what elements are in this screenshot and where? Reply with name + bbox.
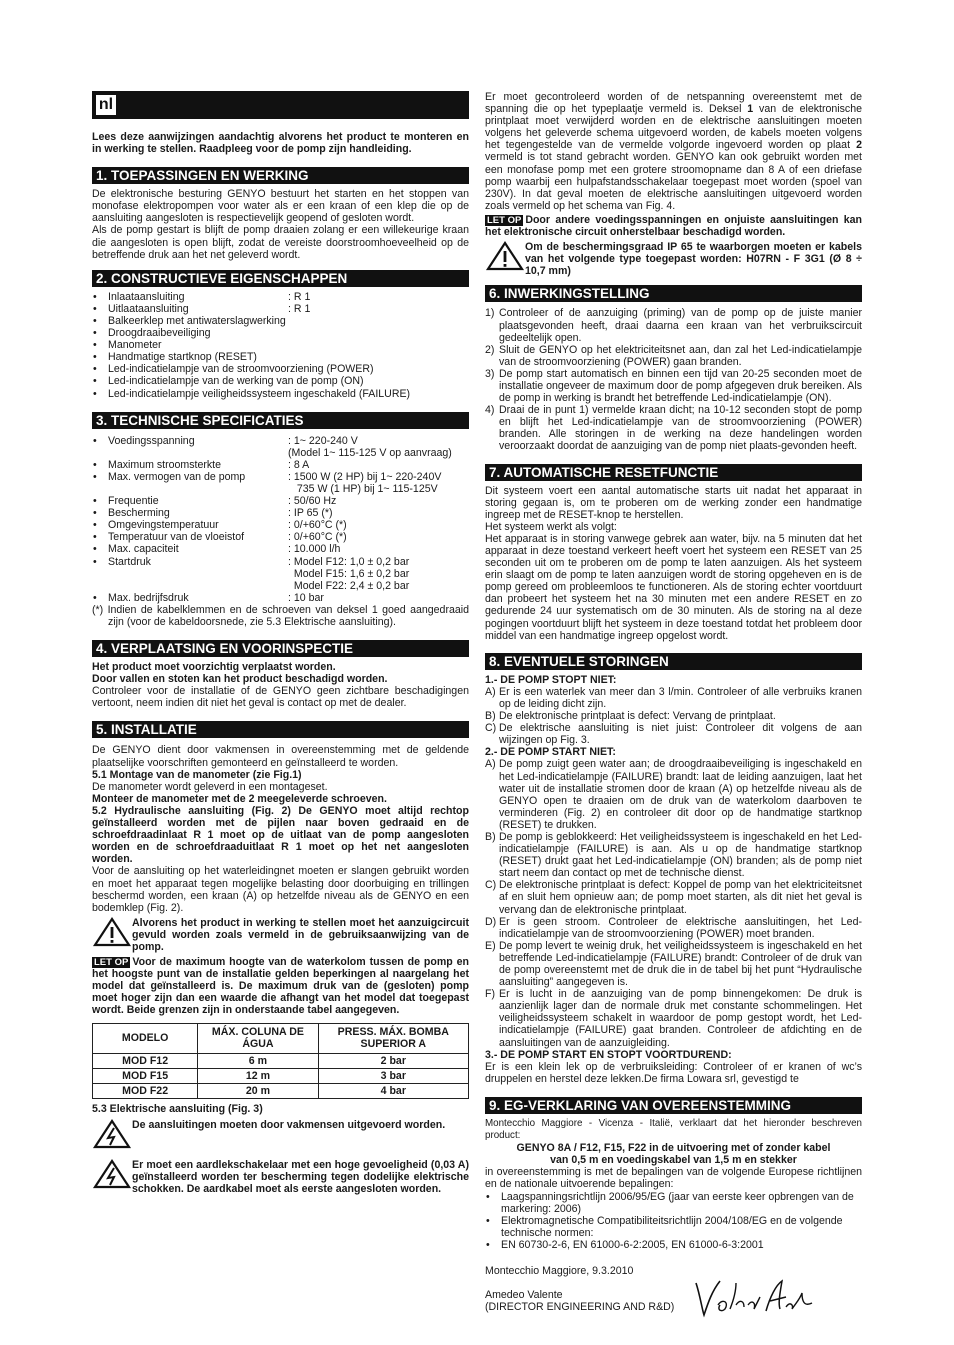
list-item: A) De pomp zuigt geen water aan; de droogdraaibeveiliging is ingeschakeld en het Led-indicatielampje (FAILURE) brandt: laat de leiding aanzuigen, laat het water uit de installatie stromen door de kraan (A) op hetzelfde niveau als de GENYO open te draaien om de druk van de waterkolom daarboven te verminderen (Fig. 2) en controleer dit door op de handmatige startknop (RESET) te drukken. — [485, 758, 862, 831]
list-item: F) Er is lucht in de aanzuiging van de pomp binnengekomen: De druk is aanzienlijk lager dan de normale druk met constante schommelingen. Het veiligheidssysteem schakelt in waardoor de pomp gestopt wordt, het Led-indicatielampje (FAILURE) gaat branden. Controleer de afdichting en de aansluitingen van de aanzuigleiding. — [485, 988, 862, 1049]
list-item: B) De pomp is geblokkeerd: Het veiligheidssysteem is ingeschakeld en het Led-indicatielampje (FAILURE) is aan. Als u op de handmatige startknop (RESET) drukt gaat het Led-indicatielampje (ON) branden; als de pomp niet start neem dan contact op met de technische dienst. — [485, 830, 862, 880]
directive-list — [485, 1191, 862, 1251]
section-7-paragraph-1: Dit systeem voert een aantal automatische starts uit nadat het apparaat in storing gegaan is, om te proberen om de werking zonder een handmatige ingreep met de RESET-knop te herstellen. — [485, 484, 862, 521]
spec-row: • Omgevingstemperatuur : 0/+60°C (*) — [92, 519, 469, 531]
section-7-paragraph-3: Het apparaat is in storing vanwege gebrek aan water, bijv. na 5 minuten dat het apparaat in deze toestand verkeert heeft voert het systeem een RESET van 25 seconden uit om te proberen om de pomp te laten aanzuigen. Als het systeem erin slaagt om de pomp te laten aanzuigen wordt de storing opgeheven en is de pomp gereed om probleemloos te functioneren. Als de storing echter voortduurt dan probeert het systeem het na 30 minuten met een andere RESET en zo gedurende 24 uur systematisch om de 30 minuten. Als de storing na al deze pogingen voortduurt blijft het systeem in deze toestand totdat het probleem door middel van een handmatige ingreep opgelost wordt. — [485, 532, 862, 642]
table-row: MOD F12 6 m 2 bar — [93, 1053, 469, 1068]
warning-block-ip65 — [485, 241, 862, 277]
spec-row: • Frequentie : 50/60 Hz — [92, 495, 469, 507]
intro-text: Lees deze aanwijzingen aandachtig alvorens het product te monteren en in werking te stellen. Raadpleeg voor de pomp zijn handleiding. — [92, 131, 469, 156]
section-4-bold-2: Door vallen en stoten kan het product beschadigd worden. — [92, 673, 388, 686]
list-item: • Led-indicatielampje veiligheidssysteem ingeschakeld (FAILURE) — [92, 388, 469, 400]
list-item: • Inlaataansluiting : R 1 — [92, 291, 469, 303]
electrical-connection-paragraph: Er moet gecontroleerd worden of de netspanning overeenstemt met de spanning die op het typeplaatje vermeld is. Deksel 1 van de elektronische printplaat moet verwijderd worden en de elektrische aansluitingen moeten volgens het geleverde schema uitgevoerd worden, de kabels moeten volgens het tegengestelde van de vermelde volgorde ingevoerd worden op plaat 2 vermeld is tot stand gebracht worden. GENYO kan ook gebruikt worden met een monofase pomp met een grotere stroomopname dan 8 A of een driefase pomp waarbij een hulpafstandsschakelaar toegepast moet worden (spoel van 230V). In dat geval moeten de elektrische aansluitingen uitgevoerd worden zoals vermeld op het schema van Fig. 4. — [485, 91, 862, 212]
electric-hazard-icon — [92, 1159, 132, 1189]
warning-triangle-icon — [485, 241, 525, 271]
table-row: MOD F22 20 m 4 bar — [93, 1083, 469, 1098]
spec-row: • Max. bedrijfsdruk : 10 bar — [92, 592, 469, 604]
electric-hazard-icon — [92, 1119, 132, 1149]
list-item: • Elektromagnetische Compatibiliteitsrichtlijn 2004/108/EG en de volgende technische normen: — [485, 1215, 862, 1239]
fault-group-3-text: Er is een klein lek op de verbruiksleiding: Controleer of er kranen of wc’s druppelen en herstel deze lekken.De firma Lowara srl, gevestigd te — [485, 1060, 862, 1085]
electric-warning-text: De aansluitingen moeten door vakmensen uitgevoerd worden. — [132, 1118, 446, 1131]
spec-row: • Max. capaciteit : 10.000 l/h — [92, 543, 469, 555]
section-5-2-text: 5.2 Hydraulische aansluiting (Fig. 2) De GENYO moet altijd rechtop geïnstalleerd worden met de pijlen naar boven gedraaid en de schroefdraadinlaat R 1 moet op de uitlaat van de pomp aangesloten worden en de schroefdraaduitlaat R 1 moet op het net aangesloten worden. — [92, 804, 469, 866]
table-header: MÁX. COLUNA DE ÁGUA — [198, 1023, 318, 1053]
table-row: MOD F15 12 m 3 bar — [93, 1068, 469, 1083]
section-7-paragraph-2: Het systeem werkt als volgt: — [485, 520, 617, 533]
place-date: Montecchio Maggiore, 9.3.2010 — [485, 1264, 634, 1277]
declaration-text: in overeenstemming is met de bepalingen van de volgende Europese richtlijnen en de nationale uitvoerende bepalingen: — [485, 1166, 862, 1191]
section-1-heading: 1. TOEPASSINGEN EN WERKING — [92, 167, 469, 184]
list-item: • Droogdraaibeveiliging — [92, 327, 469, 339]
list-item: • EN 60730-2-6, EN 61000-6-2:2005, EN 61000-6-3:2001 — [485, 1239, 862, 1251]
letop-badge: LET OP — [94, 957, 129, 969]
list-item: D) Er is geen stroom. Controleer de elektrische aansluitingen, het Led-indicatielampje van de stroomvoorziening (POWER) moet branden. — [485, 915, 862, 940]
signature-block — [485, 1265, 862, 1345]
section-5-2-paragraph: Voor de aansluiting op het waterleidingnet moeten er slangen gebruikt worden en moet het apparaat tegen mogelijke belasting door doorbuiging en trillingen beschermd worden, een kraan (A) op hetzelfde niveau als de GENYO en een bodemklep (Fig. 2). — [92, 865, 469, 914]
list-item: E) De pomp levert te weinig druk, het veiligheidssysteem is ingeschakeld en het betreffende Led-indicatielampje (FAILURE) brandt: Controleer of de druk van de pomp overeenstemt met de druk die in de tabel bij het punt “Hydraulische aansluiting” aangegeven is. — [485, 939, 862, 989]
letop-badge: LET OP — [487, 214, 522, 226]
warning-text: Om de beschermingsgraad IP 65 te waarborgen moeten er kabels van het volgende type toegepast worden: H07RN - F 3G1 (Ø 8 ÷ 10,7 mm) — [525, 241, 862, 278]
language-bar — [92, 91, 469, 119]
section-3-spec-list — [92, 435, 469, 604]
letop-note-1: LET OP Voor de maximum hoogte van de waterkolom tussen de pomp en het hoogste punt van de installatie gelden beperkingen al naargelang het model dat geïnstalleerd is. De maximum druk van de (gesloten) pomp moet hoger zijn dan een waarde die afhangt van het model dat toegepast wordt. Beide grenzen zijn in onderstaande tabel aangegeven. — [92, 956, 469, 1017]
fault-list-1 — [485, 686, 862, 746]
spec-row: • Bescherming : IP 65 (*) — [92, 507, 469, 519]
list-item: C) De elektrische aansluiting is niet juist: Controleer dit volgens de aan wijzingen op Fig. 3. — [485, 722, 862, 747]
section-2-heading: 2. CONSTRUCTIEVE EIGENSCHAPPEN — [92, 270, 469, 287]
list-item: • Handmatige startknop (RESET) — [92, 351, 469, 363]
section-3-heading: 3. TECHNISCHE SPECIFICATIES — [92, 412, 469, 429]
list-item: 3) De pomp start automatisch en binnen een tijd van 20-25 seconden moet de installatie ongeveer de maximum door de pomp afgegeven druk bereiken. Als de pomp in werking is brandt het betreffende Led-indicatielampje (ON). — [485, 367, 862, 405]
section-5-heading: 5. INSTALLATIE — [92, 721, 469, 738]
list-item: • Laagspanningsrichtlijn 2006/95/EG (jaar van eerste keer opbrengen van de markering: 2006) — [485, 1191, 862, 1215]
fault-list-2 — [485, 758, 862, 1048]
section-1-paragraph-1: De elektronische besturing GENYO bestuurt het starten en het stoppen van monofase elektropompen voor water als er een kraan of een klep die op de aansluiting aangesloten is respectievelijk geopend of gesloten wordt. — [92, 188, 469, 225]
signer-name: Amedeo Valente — [485, 1289, 563, 1302]
warning-text: Alvorens het product in werking te stellen moet het aanzuigcircuit gevuld worden zoals vermeld in de gebruiksaanwijzing van de pomp. — [132, 916, 469, 953]
list-item: • Manometer — [92, 339, 469, 351]
warning-block-aanzuig — [92, 917, 469, 953]
table-header: MODELO — [93, 1023, 198, 1053]
spec-row: • Temperatuur van de vloeistof : 0/+60°C (*) — [92, 531, 469, 543]
electric-warning-text: Er moet een aardlekschakelaar met een hoge gevoeligheid (0,03 A) geïnstalleerd worden ter bescherming tegen dodelijke elektrische schokken. De aardkabel moet als eerste aangesloten worden. — [132, 1158, 469, 1195]
section-5-paragraph: De GENYO dient door vakmensen in overeenstemming met de geldende plaatselijke voorschriften gemonteerd en geïnstalleerd te worden. — [92, 744, 469, 769]
section-4-bold-1: Het product moet voorzichtig verplaatst worden. — [92, 661, 336, 674]
list-item: 4) Draai de in punt 1) vermelde kraan dicht; na 10-12 seconden stopt de pomp en blijft het Led-indicatielampje van de stroomvoorziening (POWER) branden. Alle storingen in de werking na deze handelingen worden veroorzaakt doordat de aanzuiging van de pomp niet plaats-gevonden heeft. — [485, 404, 862, 453]
electric-warning-1 — [92, 1119, 469, 1149]
section-5-1-bold: Monteer de manometer met de 2 meegeleverde schroeven. — [92, 792, 387, 805]
list-item: 1) Controleer of de aanzuiging (priming) van de pomp op de juiste manier plaatsgevonden heeft, draai daarna een kraan van het verbruikscircuit gedeeltelijk open. — [485, 307, 862, 344]
section-6-list — [485, 307, 862, 452]
list-item: 2) Sluit de GENYO op het elektriciteitsnet aan, dan zal het Led-indicatielampje van de stroomvoorziening (POWER) gaan branden. — [485, 343, 862, 368]
section-7-heading: 7. AUTOMATISCHE RESETFUNCTIE — [485, 464, 862, 481]
electric-warning-2 — [92, 1159, 469, 1195]
section-4-paragraph: Controleer voor de installatie of de GENYO geen zichtbare beschadigingen vertoont, neem indien dit niet het geval is contact op met de dealer. — [92, 685, 469, 710]
section-2-list — [92, 291, 469, 400]
handwritten-signature-icon — [690, 1275, 820, 1319]
signer-role: (DIRECTOR ENGINEERING AND R&D) — [485, 1301, 675, 1314]
spec-row: • Max. vermogen van de pomp : 1500 W (2 HP) bij 1~ 220-240V 735 W (1 HP) bij 1~ 115-125V — [92, 471, 469, 495]
declaration-intro: Montecchio Maggiore - Vicenza - Italië, verklaart dat het hieronder beschreven product: — [485, 1117, 862, 1142]
section-4-heading: 4. VERPLAATSING EN VOORINSPECTIE — [92, 640, 469, 657]
section-8-heading: 8. EVENTUELE STORINGEN — [485, 653, 862, 670]
spec-row: • Startdruk : Model F12: 1,0 ± 0,2 bar Model F15: 1,6 ± 0,2 bar Model F22: 2,4 ± 0,2 bar — [92, 556, 469, 592]
pressure-table — [92, 1023, 469, 1099]
section-9-heading: 9. EG-VERKLARING VAN OVEREENSTEMMING — [485, 1097, 862, 1114]
section-5-1-text: De manometer wordt geleverd in een montageset. — [92, 780, 328, 793]
fault-group-1: 1.- DE POMP STOPT NIET: — [485, 673, 617, 686]
warning-triangle-icon — [92, 917, 132, 947]
table-header: PRESS. MÁX. BOMBA SUPERIOR A — [318, 1023, 468, 1053]
fault-group-2: 2.- DE POMP START NIET: — [485, 746, 616, 759]
list-item: A) Er is een waterlek van meer dan 3 l/min. Controleer of alle verbruiks kranen op de leiding dicht zijn. — [485, 685, 862, 710]
fault-group-3: 3.- DE POMP START EN STOPT VOORTDUREND: — [485, 1048, 732, 1061]
left-column — [92, 91, 469, 1198]
section-6-heading: 6. INWERKINGSTELLING — [485, 285, 862, 302]
section-1-paragraph-2: Als de pomp gestart is blijft de pomp draaien zolang er een willekeurige kraan die aangesloten is open blijft, zodat de vereiste doorstroomhoeveelheid op de betreffende druk aan het net geleverd wordt. — [92, 224, 469, 261]
list-item: • Uitlaataansluiting : R 1 — [92, 303, 469, 315]
section-5-1-heading: 5.1 Montage van de manometer (zie Fig.1) — [92, 768, 302, 781]
declaration-product: GENYO 8A / F12, F15, F22 in de uitvoering met of zonder kabel van 0,5 m en voedingskabel van 1,5 m en stekker — [516, 1142, 831, 1167]
list-item: C) De elektronische printplaat is defect: Koppel de pomp van het elektriciteitsnet af en sluit hem opnieuw aan; de pomp moet starten, als dit niet het geval is vervang dan de elektronische printplaat. — [485, 879, 862, 916]
spec-row: • Voedingsspanning : 1~ 220-240 V (Model 1~ 115-125 V op aanvraag) — [92, 435, 469, 459]
list-item: • Balkeerklep met antiwaterslagwerking — [92, 315, 469, 327]
list-item: B) De elektronische printplaat is defect: Vervang de printplaat. — [485, 710, 776, 723]
list-item: • Led-indicatielampje van de werking van de pomp (ON) — [92, 375, 469, 387]
language-code: nl — [94, 93, 118, 117]
spec-row: • Maximum stroomsterkte : 8 A — [92, 459, 469, 471]
list-item: • Led-indicatielampje van de stroomvoorziening (POWER) — [92, 363, 469, 375]
right-column — [485, 91, 862, 1345]
letop-note-2: LET OP Door andere voedingsspanningen en onjuiste aansluitingen kan het elektronische circuit onherstelbaar beschadigd worden. — [485, 213, 862, 239]
section-3-footnote: (*) Indien de kabelklemmen en de schroeven van deksel 1 goed aangedraaid zijn (voor de kabeldoorsnede, zie 5.3 Elektrische aansluiting). — [92, 603, 469, 628]
section-5-3-heading: 5.3 Elektrische aansluiting (Fig. 3) — [92, 1102, 263, 1115]
